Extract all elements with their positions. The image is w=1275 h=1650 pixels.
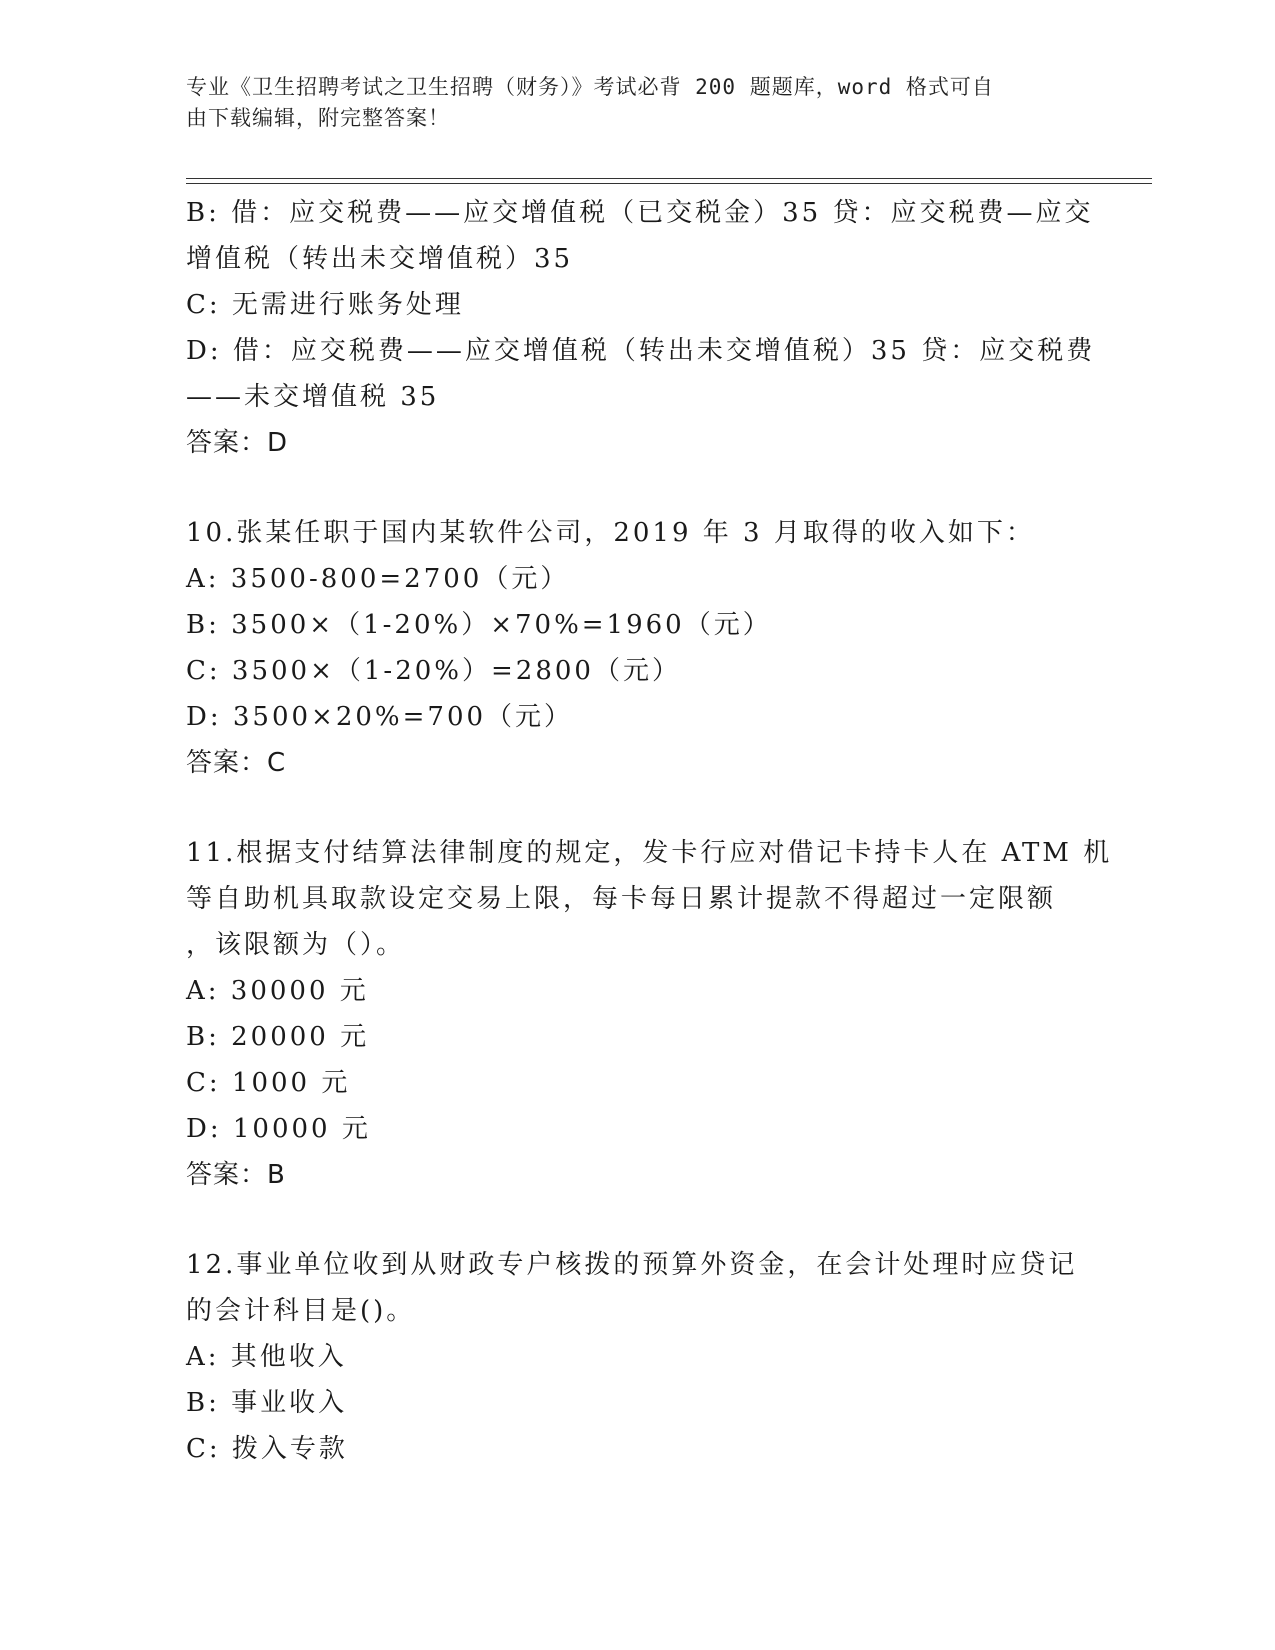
header-rule-bottom (186, 183, 1152, 184)
q12-option-c: C: 拨入专款 (186, 1434, 348, 1464)
header-rule-top (186, 178, 1152, 179)
question-9-block (186, 190, 1096, 466)
q11-stem-line-1: 11.根据支付结算法律制度的规定，发卡行应对借记卡持卡人在 ATM 机 (186, 838, 1113, 868)
q9-option-b-line-1: B: 借：应交税费——应交增值税（已交税金）35 贷：应交税费—应交 (186, 198, 1094, 228)
q11-option-b: B: 20000 元 (186, 1022, 370, 1052)
q9-option-c: C: 无需进行账务处理 (186, 290, 464, 320)
question-11-block (186, 830, 1113, 1198)
q11-stem-line-2: 等自助机具取款设定交易上限，每卡每日累计提款不得超过一定限额 (186, 884, 1057, 914)
q10-answer: 答案：C (186, 748, 287, 778)
spacer (186, 466, 1086, 510)
q9-option-d-line-2: ——未交增值税 35 (186, 382, 440, 412)
q11-stem-line-3: ，该限额为（）。 (186, 930, 406, 960)
q10-option-d: D: 3500×20%=700（元） (186, 702, 574, 732)
q12-option-a: A: 其他收入 (186, 1342, 347, 1372)
q11-answer: 答案：B (186, 1160, 286, 1190)
q11-option-a: A: 30000 元 (186, 976, 369, 1006)
q12-option-b: B: 事业收入 (186, 1388, 348, 1418)
question-10-block (186, 510, 1086, 786)
spacer (186, 1198, 1086, 1242)
q11-option-d: D: 10000 元 (186, 1114, 371, 1144)
question-12-block (186, 1242, 1086, 1472)
q9-answer: 答案：D (186, 428, 289, 458)
header-title-line-2: 由下载编辑，附完整答案！ (186, 106, 450, 130)
header-title-line-1: 专业《卫生招聘考试之卫生招聘（财务）》考试必背 200 题题库，word 格式可自 (186, 75, 994, 99)
q10-stem: 10.张某任职于国内某软件公司，2019 年 3 月取得的收入如下： (186, 518, 1035, 548)
q12-stem-line-1: 12.事业单位收到从财政专户核拨的预算外资金，在会计处理时应贷记 (186, 1250, 1078, 1280)
spacer (186, 786, 1086, 830)
question-content (186, 190, 1113, 1472)
q11-option-c: C: 1000 元 (186, 1068, 351, 1098)
q10-option-b: B: 3500×（1-20%）×70%=1960（元） (186, 610, 772, 640)
q10-option-a: A: 3500-800=2700（元） (186, 564, 570, 594)
q10-option-c: C: 3500×（1-20%）=2800（元） (186, 656, 681, 686)
q9-option-d-line-1: D: 借：应交税费——应交增值税（转出未交增值税）35 贷：应交税费 (186, 336, 1096, 366)
q12-stem-line-2: 的会计科目是()。 (186, 1296, 416, 1326)
q9-option-b-line-2: 增值税（转出未交增值税）35 (186, 244, 574, 274)
document-header (186, 72, 1066, 134)
